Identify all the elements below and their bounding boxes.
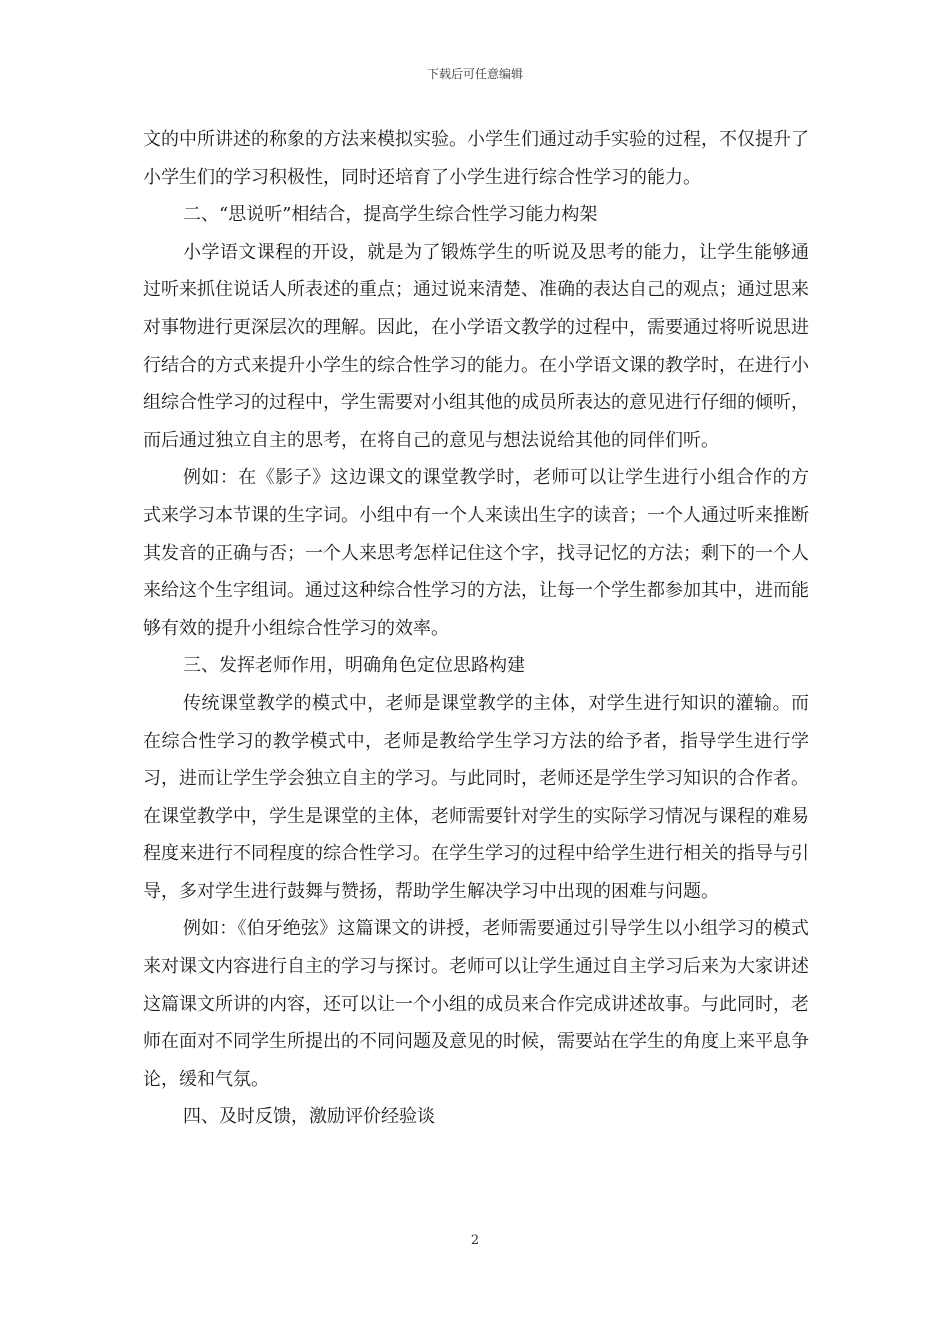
section-heading-4: 四、及时反馈，激励评价经验谈: [183, 1106, 435, 1128]
page-number: 2: [470, 1233, 480, 1248]
section-heading-2: 二、“思说听”相结合，提高学生综合性学习能力构架: [183, 204, 598, 226]
paragraph: 传统课堂教学的模式中，老师是课堂教学的主体，对学生进行知识的灌输。而在综合性学习的教学模式中，老师是教给学生学习方法的给予者，指导学生进行学习，进而让学生学会独立自主的学习。与此同时，老师还是学生学习知识的合作者。在课堂教学中，学生是课堂的主体，老师需要针对学生的实际学习情况与课程的难易程度来进行不同程度的综合性学习。在学生学习的过程中给学生进行相关的指导与引导，多对学生进行鼓舞与赞扬，帮助学生解决学习中出现的困难与问题。: [143, 692, 809, 902]
paragraph-example: 例如：《伯牙绝弦》这篇课文的讲授，老师需要通过引导学生以小组学习的模式来对课文内容进行自主的学习与探讨。老师可以让学生通过自主学习后来为大家讲述这篇课文所讲的内容，还可以让一个小组的成员来合作完成讲述故事。与此同时，老师在面对不同学生所提出的不同问题及意见的时候，需要站在学生的角度上来平息争论，缓和气氛。: [143, 918, 809, 1090]
paragraph-example: 例如：在《影子》这边课文的课堂教学时，老师可以让学生进行小组合作的方式来学习本节课的生字词。小组中有一个人来读出生字的读音；一个人通过听来推断其发音的正确与否；一个人来思考怎样记住这个字，找寻记忆的方法；剩下的一个人来给这个生字组词。通过这种综合性学习的方法，让每一个学生都参加其中，进而能够有效的提升小组综合性学习的效率。: [143, 467, 809, 639]
paragraph: 小学语文课程的开设，就是为了锻炼学生的听说及思考的能力，让学生能够通过听来抓住说话人所表述的重点；通过说来清楚、准确的表达自己的观点；通过思来对事物进行更深层次的理解。因此，在小学语文教学的过程中，需要通过将听说思进行结合的方式来提升小学生的综合性学习的能力。在小学语文课的教学时，在进行小组综合性学习的过程中，学生需要对小组其他的成员所表达的意见进行仔细的倾听，而后通过独立自主的思考，在将自己的意见与想法说给其他的同伴们听。: [143, 241, 809, 451]
paragraph-continued: 文的中所讲述的称象的方法来模拟实验。小学生们通过动手实验的过程，不仅提升了小学生们的学习积极性，同时还培育了小学生进行综合性学习的能力。: [143, 129, 809, 188]
section-heading-3: 三、发挥老师作用，明确角色定位思路构建: [183, 655, 525, 677]
document-body: [143, 121, 809, 1136]
page-header: 下载后可任意编辑: [426, 67, 523, 81]
